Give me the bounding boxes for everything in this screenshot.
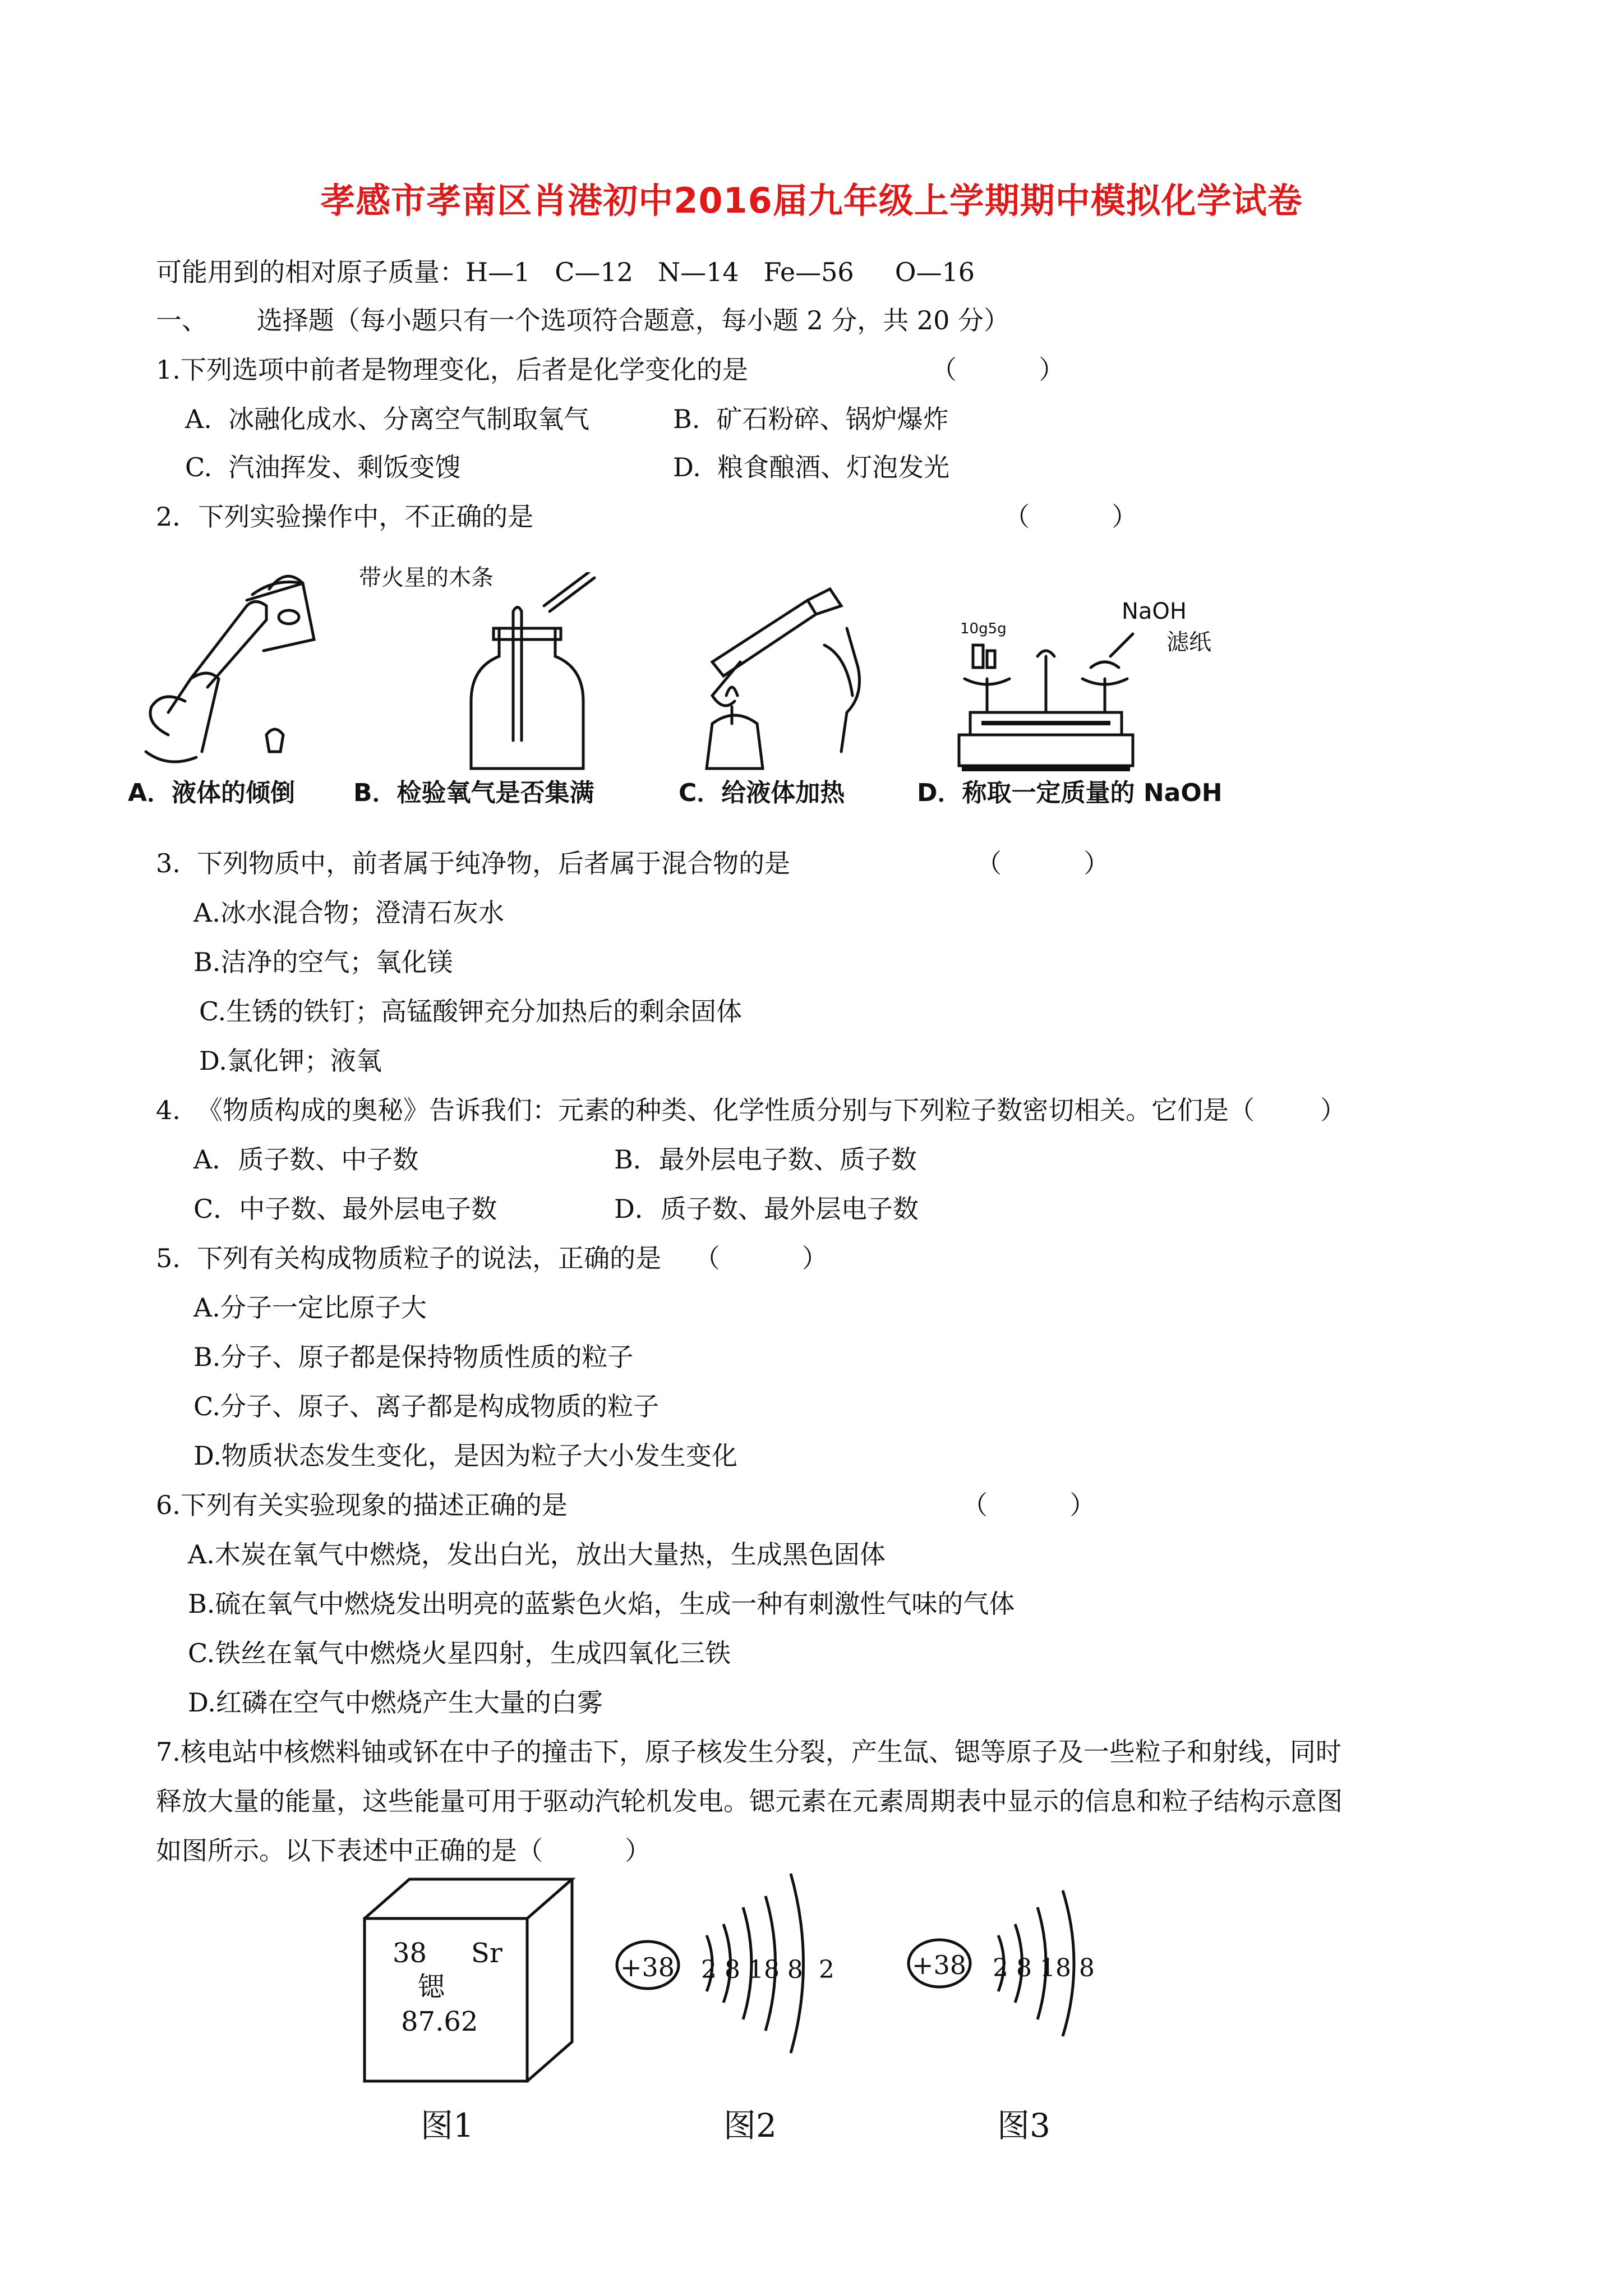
fig3-shells: 2 8 18 8 [993,1954,1095,1982]
q1-option-d[interactable]: D. 粮食酿酒、灯泡发光 [673,452,950,482]
section-heading: 一、 选择题（每小题只有一个选项符合题意，每小题 2 分，共 20 分） [156,305,1010,335]
q2-caption-d: D．称取一定质量的 NaOH [917,779,1223,807]
q6-option-d[interactable]: D.红磷在空气中燃烧产生大量的白雾 [188,1687,603,1718]
q7-line-1: 7.核电站中核燃料铀或钚在中子的撞击下，原子核发生分裂，产生氙、锶等原子及一些粒子和射线，同时 [156,1737,1341,1767]
q6-answer-paren[interactable]: （ ） [962,1490,1096,1520]
label-filter-paper: 滤纸 [1166,629,1211,655]
q6-option-c[interactable]: C.铁丝在氧气中燃烧火星四射，生成四氧化三铁 [188,1638,731,1668]
figure-heating-liquid [679,583,880,774]
q5-stem: 5. 下列有关构成物质粒子的说法，正确的是 （ ） [156,1243,828,1273]
figure-oxygen-bottle [460,572,606,774]
label-weights: 10g5g [960,620,1007,637]
q6-stem: 6.下列有关实验现象的描述正确的是 [156,1490,568,1520]
q2-caption-c: C．给液体加热 [679,779,845,807]
q2-stem: 2．下列实验操作中，不正确的是 [156,501,534,532]
q1-stem: 1.下列选项中前者是物理变化，后者是化学变化的是 [156,355,748,385]
figure-balance [948,620,1144,774]
element-symbol: Sr [471,1938,502,1969]
element-number: 38 [393,1938,427,1969]
q4-option-c[interactable]: C．中子数、最外层电子数 [193,1194,497,1224]
q3-option-c[interactable]: C.生锈的铁钉；高锰酸钾充分加热后的剩余固体 [199,996,743,1027]
q5-option-d[interactable]: D.物质状态发生变化，是因为粒子大小发生变化 [193,1441,737,1471]
label-naoh: NaOH [1122,599,1187,624]
fig2-label: 图2 [723,2106,777,2145]
q4-option-a[interactable]: A．质子数、中子数 [193,1144,419,1175]
fig3-label: 图3 [997,2106,1050,2145]
element-mass: 87.62 [401,2006,478,2037]
q5-option-b[interactable]: B.分子、原子都是保持物质性质的粒子 [193,1342,634,1372]
q2-caption-b: B．检验氧气是否集满 [353,779,594,807]
q4-stem: 4. 《物质构成的奥秘》告诉我们：元素的种类、化学性质分别与下列粒子数密切相关。它们是（ ） [156,1095,1347,1125]
figure-pouring-liquid [135,567,325,774]
fig1-label: 图1 [421,2106,474,2145]
element-cube-figure [359,1874,594,2087]
q3-option-d[interactable]: D.氯化钾；液氧 [199,1046,382,1076]
q1-option-a[interactable]: A. 冰融化成水、分离空气制取氧气 [185,404,590,434]
q2-caption-a: A．液体的倾倒 [128,779,296,807]
fig3-nucleus: +38 [912,1950,967,1980]
q3-stem: 3. 下列物质中，前者属于纯净物，后者属于混合物的是 [156,848,791,878]
q1-answer-paren[interactable]: （ ） [931,355,1065,385]
q3-option-b[interactable]: B.洁净的空气；氧化镁 [193,947,453,977]
atomic-masses: 可能用到的相对原子质量：H—1 C—12 N—14 Fe—56 O—16 [156,257,975,287]
q6-option-b[interactable]: B.硫在氧气中燃烧发出明亮的蓝紫色火焰，生成一种有刺激性气味的气体 [188,1589,1015,1619]
element-name: 锶 [418,1971,445,2003]
exam-title: 孝感市孝南区肖港初中2016届九年级上学期期中模拟化学试卷 [320,180,1303,221]
q3-option-a[interactable]: A.冰水混合物；澄清石灰水 [193,898,504,928]
label-glowing-splint: 带火星的木条 [359,565,494,591]
q7-line-2: 释放大量的能量，这些能量可用于驱动汽轮机发电。锶元素在元素周期表中显示的信息和粒子结构示意图 [156,1786,1343,1816]
q4-option-b[interactable]: B．最外层电子数、质子数 [614,1144,917,1175]
q4-option-d[interactable]: D．质子数、最外层电子数 [614,1194,919,1224]
q3-answer-paren[interactable]: （ ） [976,848,1110,878]
q5-option-a[interactable]: A.分子一定比原子大 [193,1292,427,1323]
fig2-shells: 2 8 18 8 2 [701,1955,834,1984]
q1-option-c[interactable]: C. 汽油挥发、剩饭变馊 [185,452,461,482]
q2-answer-paren[interactable]: （ ） [1004,501,1138,532]
q6-option-a[interactable]: A.木炭在氧气中燃烧，发出白光，放出大量热，生成黑色固体 [188,1539,886,1570]
q1-option-b[interactable]: B. 矿石粉碎、锅炉爆炸 [673,404,949,434]
fig2-nucleus: +38 [620,1952,675,1982]
q7-line-3: 如图所示。以下表述中正确的是（ ） [156,1835,651,1866]
q5-option-c[interactable]: C.分子、原子、离子都是构成物质的粒子 [193,1391,660,1421]
